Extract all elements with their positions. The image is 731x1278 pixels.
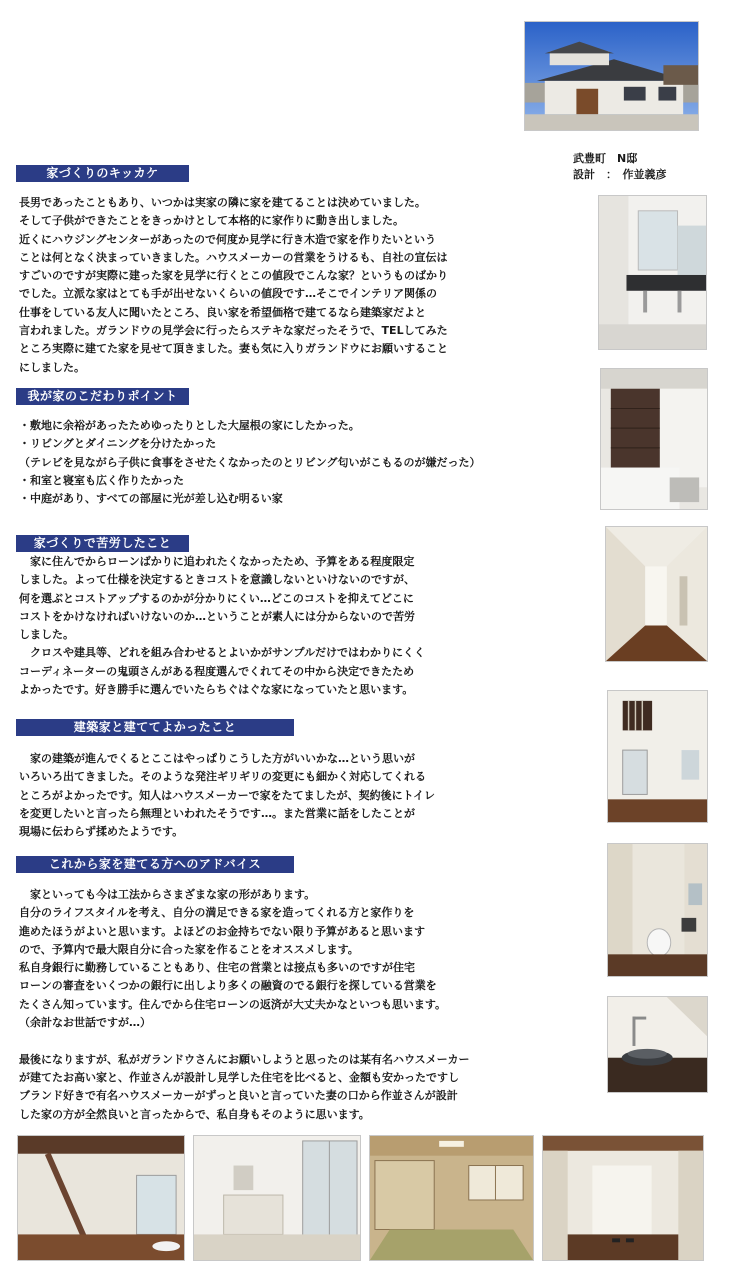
text-line: 家に住んでからローンばかりに追われたくなかったため、予算をある程度限定	[19, 555, 415, 568]
text-line: そして子供ができたことをきっかけとして本格的に家作りに動き出しました。	[19, 214, 404, 228]
section-heading-motivation: 家づくりのキッカケ	[16, 165, 189, 182]
section-heading-difficulties: 家づくりで苦労したこと	[16, 535, 189, 552]
text-line: よかったです。好き勝手に選んでいたらちぐはぐな家になっていたと思います。	[19, 683, 414, 697]
entrance-photo	[542, 1135, 704, 1261]
section-body-motivation	[19, 194, 448, 377]
text-line: コーディネーターの鬼頭さんがある程度選んでくれてその中から決定できたため	[19, 664, 415, 678]
japanese-room-photo	[369, 1135, 534, 1261]
stairwell-photo	[607, 690, 708, 823]
text-line: 長男であったこともあり、いつかは実家の隣に家を建てることは決めていました。	[19, 196, 426, 209]
text-line: 仕事をしている友人に聞いたところ、良い家を希望価格で建てるなら建築家だよと	[19, 305, 426, 319]
text-line: ・敷地に余裕があったためゆったりとした大屋根の家にしたかった。	[19, 419, 360, 432]
text-line: すごいのですが実際に建った家を見学に行くとこの値段でこんな家？というものばかり	[19, 269, 448, 283]
section-body-difficulties	[19, 553, 425, 699]
text-line: 私自身銀行に勤務していることもあり、住宅の営業とは接点も多いのですが住宅	[19, 961, 415, 975]
text-line: でした。立派な家はとても手が出せないくらいの値段です…そこでインテリア関係の	[19, 287, 437, 301]
text-line: ・和室と寝室も広く作りたかった	[19, 473, 184, 487]
sink-photo	[607, 996, 708, 1093]
text-line: した家の方が全然良いと言ったからで、私自身もそのように思います。	[19, 1107, 370, 1121]
text-line: コストをかけなければいけないのか…ということが素人には分からないので苦労	[19, 609, 415, 623]
text-line: いろいろ出てきました。そのような発注ギリギリの変更にも細かく対応してくれる	[19, 770, 426, 784]
text-line: 家といっても今は工法からさまざまな家の形があります。	[19, 888, 316, 901]
text-line: （テレビを見ながら子供に食事をさせたくなかったのとリビング匂いがこもるのが嫌だった）	[19, 455, 481, 469]
text-line: 自分のライフスタイルを考え、自分の満足できる家を造ってくれる方と家作りを	[19, 906, 415, 920]
designer-name: 設計 ： 作並義彦	[573, 168, 667, 181]
text-line: ので、予算内で最大限自分に合った家を作ることをオススメします。	[19, 942, 359, 956]
text-line: ところがよかったです。知人はハウスメーカーで家をたてましたが、契約後にトイレ	[19, 788, 436, 802]
washroom-photo	[598, 195, 707, 350]
section-body-advice	[19, 886, 469, 1124]
text-line: ローンの審査をいくつかの銀行に出しより多くの融資のでる銀行を探している営業を	[19, 979, 437, 993]
section-heading-benefits: 建築家と建ててよかったこと	[16, 719, 294, 736]
section-body-points	[19, 417, 481, 508]
text-line: 言われました。ガランドウの見学会に行ったらステキな家だったそうで、TELしてみた	[19, 324, 448, 338]
text-line: 進めたほうがよいと思います。よほどのお金持ちでない限り予算があると思います	[19, 924, 426, 938]
text-line: 現場に伝わらず揉めたようです。	[19, 825, 184, 839]
text-line: しました。	[19, 628, 74, 642]
section-body-benefits	[19, 750, 435, 841]
text-line: を変更したいと言ったら無理といわれたそうです…。また営業に話をしたことが	[19, 806, 415, 820]
text-line: ・リビングとダイニングを分けたかった	[19, 437, 217, 451]
owner-location: 武豊町 N邸	[573, 152, 638, 165]
section-heading-points: 我が家のこだわりポイント	[16, 388, 189, 405]
text-line	[19, 1032, 469, 1050]
exterior-photo	[524, 21, 699, 131]
kitchen-photo	[193, 1135, 361, 1261]
text-line: ブランド好きで有名ハウスメーカーがずっと良いと言っていた妻の口から作並さんが設計	[19, 1089, 458, 1103]
text-line: が建てたお高い家と、作並さんが設計し見学した住宅を比べると、金額も安かったですし	[19, 1070, 459, 1084]
owner-info	[573, 151, 667, 183]
text-line: （余計なお世話ですが…）	[19, 1016, 151, 1030]
section-heading-advice: これから家を建てる方へのアドバイス	[16, 856, 294, 873]
text-line: 何を選ぶとコストアップするのかが分かりにくい…どこのコストを抑えてどこに	[19, 591, 414, 605]
text-line: ・中庭があり、すべての部屋に光が差し込む明るい家	[19, 492, 283, 506]
text-line: ところ実際に建てた家を見せて頂きました。妻も気に入りガランドウにお願いすること	[19, 342, 448, 356]
text-line: 最後になりますが、私がガランドウさんにお願いしようと思ったのは某有名ハウスメーカー	[19, 1052, 470, 1066]
text-line: ことは何となく決まっていきました。ハウスメーカーの営業をうけるも、自社の宣伝は	[19, 250, 448, 264]
text-line: クロスや建具等、どれを組み合わせるとよいかがサンプルだけではわかりにくく	[19, 646, 426, 660]
text-line: しました。よって仕様を決定するときコストを意識しないといけないのですが、	[19, 573, 415, 587]
toilet-photo	[607, 843, 708, 977]
living-room-photo	[17, 1135, 185, 1261]
hallway-photo	[605, 526, 708, 662]
text-line: 家の建築が進んでくるとここはやっぱりこうした方がいいかな…という思いが	[19, 752, 415, 765]
text-line: にしました。	[19, 360, 85, 374]
text-line: たくさん知っています。住んでから住宅ローンの返済が大丈夫かなといつも思います。	[19, 997, 447, 1011]
text-line: 近くにハウジングセンターがあったので何度か見学に行き木造で家を作りたいという	[19, 232, 436, 246]
bathroom-photo	[600, 368, 708, 510]
